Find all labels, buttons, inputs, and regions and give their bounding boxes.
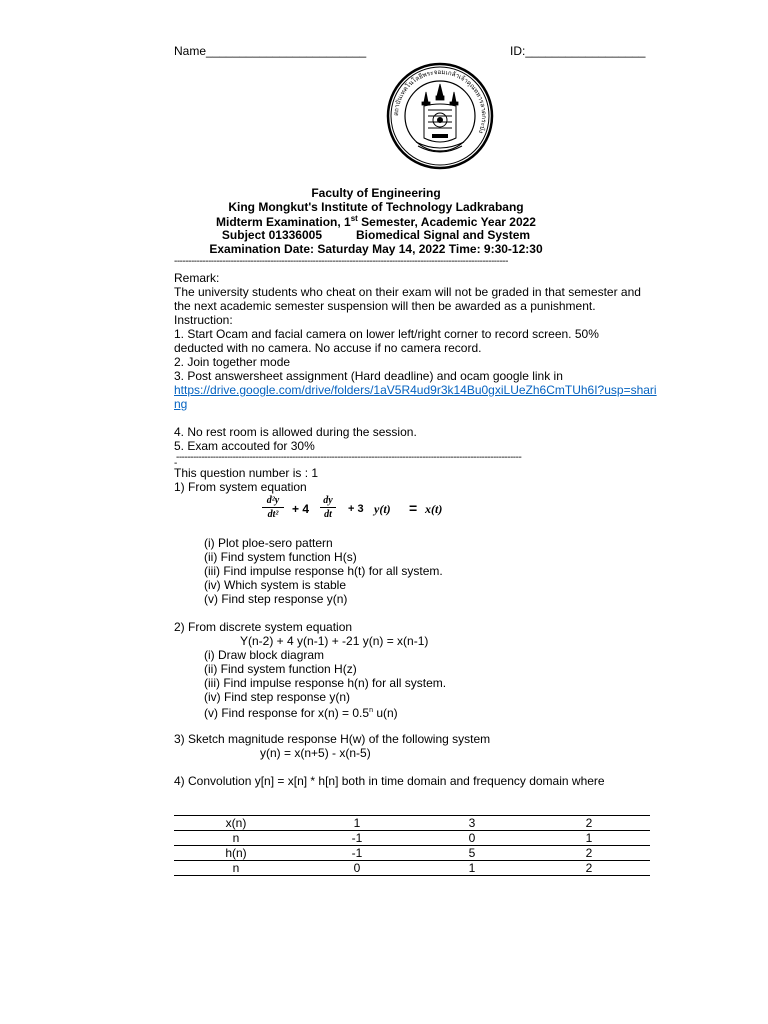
exam-title-b: Semester, Academic Year 2022	[357, 215, 536, 229]
table-row	[174, 846, 650, 861]
divider-bottom-tick: -	[174, 458, 177, 469]
table-cell: 2	[585, 861, 593, 875]
q2-item-4: (iv) Find step response y(n)	[204, 690, 351, 704]
svg-text:สถาบันเทคโนโลยีพระจอมเกล้าเจ้า	[393, 69, 487, 134]
q2-item-5-a: (v) Find response for x(n) = 0.5	[204, 706, 370, 720]
exam-title-sup: st	[350, 214, 358, 223]
table-cell: 1	[353, 816, 361, 830]
table-cell: 1	[585, 831, 593, 845]
q3-title: 3) Sketch magnitude response H(w) of the following system	[174, 732, 491, 746]
instruction-label: Instruction:	[174, 313, 233, 327]
table-cell: 0	[353, 861, 361, 875]
table-cell: 1	[468, 861, 476, 875]
q1-eq-plus3: + 3	[348, 503, 364, 515]
q2-item-3: (iii) Find impulse response h(n) for all system.	[204, 676, 447, 690]
q2-item-5-sup: n	[369, 707, 373, 714]
university-seal-icon	[386, 62, 494, 170]
id-label: ID:	[510, 44, 526, 58]
q1-item-4: (iv) Which system is stable	[204, 578, 347, 592]
table-cell: n	[232, 861, 240, 875]
exam-date: Examination Date: Saturday May 14, 2022 Time: 9:30-12:30	[209, 242, 543, 256]
table-cell: 0	[468, 831, 476, 845]
name-blank: ________________________	[206, 44, 367, 58]
drive-link-line-1[interactable]: https://drive.google.com/drive/folders/1aV5R4ud9r3k14Bu0gxiLUeZh6CmTUh6I?usp=shari	[174, 383, 657, 397]
q1-eq-d2y: d²y	[266, 495, 280, 506]
subject-title	[0, 228, 760, 242]
q1-eq-yt: y(t)	[374, 502, 391, 516]
q1-eq-plus4: + 4	[292, 502, 310, 516]
table-row	[174, 861, 650, 876]
remark-line-2: the next academic semester suspension will then be awarded as a punishment.	[174, 299, 596, 313]
institute-title: King Mongkut's Institute of Technology Ladkrabang	[228, 200, 524, 214]
table-cell: 3	[468, 816, 476, 830]
convolution-table	[174, 815, 650, 876]
table-cell: 2	[585, 846, 593, 860]
table-row	[174, 816, 650, 831]
q1-eq-dy: dy	[323, 495, 333, 506]
q1-eq-equals: =	[409, 500, 418, 516]
q1-item-3: (iii) Find impulse response h(t) for all system.	[204, 564, 443, 578]
table-cell: 5	[468, 846, 476, 860]
q1-eq-fraction-1	[262, 495, 284, 520]
q1-item-2: (ii) Find system function H(s)	[204, 550, 357, 564]
question-number: This question number is : 1	[174, 466, 319, 480]
divider-top: ----------------------------------------------------------------------------------------------------------------------	[174, 256, 508, 267]
q4-title: 4) Convolution y[n] = x[n] * h[n] both in time domain and frequency domain where	[174, 774, 605, 788]
instruction-2: 2. Join together mode	[174, 355, 291, 369]
table-cell: n	[232, 831, 240, 845]
drive-link-line-2[interactable]: ng	[174, 397, 188, 411]
q2-title: 2) From discrete system equation	[174, 620, 353, 634]
remark-line-1: The university students who cheat on their exam will not be graded in that semester and	[174, 285, 641, 299]
q2-item-2: (ii) Find system function H(z)	[204, 662, 357, 676]
id-blank: __________________	[525, 44, 646, 58]
divider-bottom: --------------------------------------------------------------------------------------------------------------------------	[176, 452, 522, 463]
seal-text: สถาบันเทคโนโลยีพระจอมเกล้าเจ้าคุณทหารลาดกระบัง	[392, 68, 488, 135]
q1-eq-dt: dt	[324, 509, 332, 520]
instruction-3: 3. Post answersheet assignment (Hard deadline) and ocam google link in	[174, 369, 563, 383]
q3-equation: y(n) = x(n+5) - x(n-5)	[260, 746, 371, 760]
q1-title: 1) From system equation	[174, 480, 307, 494]
subject-name: Biomedical Signal and System	[356, 228, 531, 242]
faculty-title: Faculty of Engineering	[311, 186, 441, 200]
q2-equation: Y(n-2) + 4 y(n-1) + -21 y(n) = x(n-1)	[240, 634, 429, 648]
name-field	[174, 44, 366, 58]
table-cell: 2	[585, 816, 593, 830]
table-cell: h(n)	[225, 846, 247, 860]
q2-item-5	[204, 704, 398, 720]
q1-eq-xt: x(t)	[425, 502, 443, 516]
table-row	[174, 831, 650, 846]
q2-item-5-b: u(n)	[372, 706, 398, 720]
q1-item-1: (i) Plot ploe-sero pattern	[204, 536, 333, 550]
instruction-4: 4. No rest room is allowed during the session.	[174, 425, 417, 439]
instruction-1-line-1: 1. Start Ocam and facial camera on lower left/right corner to record screen. 50%	[174, 327, 599, 341]
q2-item-1: (i) Draw block diagram	[204, 648, 325, 662]
q1-eq-dt2: dt²	[267, 509, 279, 520]
id-field	[510, 44, 645, 58]
subject-code: Subject 01336005	[221, 228, 322, 242]
table-cell: -1	[351, 831, 363, 845]
q1-eq-fraction-2	[320, 495, 336, 520]
table-cell: x(n)	[225, 816, 247, 830]
instruction-5: 5. Exam accouted for 30%	[174, 439, 315, 453]
table-cell: -1	[351, 846, 363, 860]
exam-title-a: Midterm Examination, 1	[216, 215, 351, 229]
instruction-1-line-2: deducted with no camera. No accuse if no camera record.	[174, 341, 482, 355]
q1-item-5: (v) Find step response y(n)	[204, 592, 348, 606]
remark-label: Remark:	[174, 271, 220, 285]
name-label: Name	[174, 44, 207, 58]
exam-title	[0, 214, 760, 229]
